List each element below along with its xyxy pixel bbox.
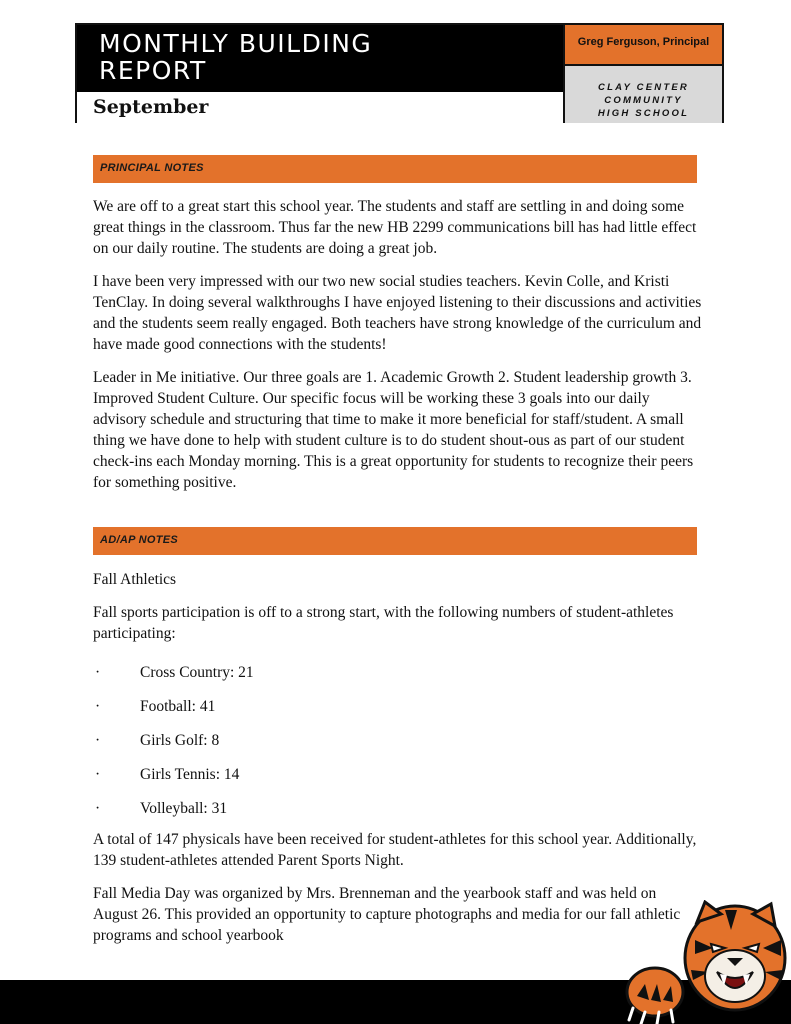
bullet-icon: · (95, 732, 101, 749)
adap-notes-body (93, 569, 703, 958)
adap-notes-heading: AD/AP NOTES (93, 527, 697, 555)
bullet-icon: · (95, 698, 101, 715)
sport-count: Football: 41 (140, 698, 216, 715)
school-name-line-1: CLAY CENTER COMMUNITY (598, 82, 689, 106)
principal-paragraph: We are off to a great start this school year. The students and staff are settling in and doing some great things in the classroom. Thus far the new HB 2299 communications bill has had little effect on our daily routine. The students are doing a great job. (93, 198, 697, 257)
sports-list (93, 662, 703, 829)
title-line-2: REPORT (99, 56, 207, 85)
report-title (77, 25, 563, 92)
principal-notes-body (93, 196, 703, 505)
sport-count: Girls Golf: 8 (140, 732, 220, 749)
list-item (93, 662, 703, 696)
tiger-mascot-icon (625, 900, 791, 1024)
sport-count: Cross Country: 21 (140, 664, 254, 681)
report-month: September (77, 92, 563, 123)
list-item (93, 798, 703, 829)
principal-paragraph: Leader in Me initiative. Our three goals are 1. Academic Growth 2. Student leadership growth 3. Improved Student Culture. Our specific focus will be working these 3 goals into our daily advisory schedule and structuring that time to make it more beneficial for staff/student. A small thing we have done to help with student culture is to do student shout-ous as part of our student check-ins each Monday morning. This is a great opportunity for students to recognize their peers for something positive. (93, 369, 694, 491)
list-item (93, 764, 703, 798)
list-item (93, 696, 703, 730)
bullet-icon: · (95, 664, 101, 681)
principal-name: Greg Ferguson, Principal (563, 25, 722, 66)
report-header (75, 23, 724, 123)
physicals-paragraph: A total of 147 physicals have been received for student-athletes for this school year. Additionally, 139 student-athletes attended Parent Sports Night. (93, 831, 697, 869)
bullet-icon: · (95, 766, 101, 783)
list-item (93, 730, 703, 764)
adap-intro: Fall sports participation is off to a strong start, with the following numbers of student-athletes participating: (93, 604, 674, 642)
media-day-paragraph: Fall Media Day was organized by Mrs. Brenneman and the yearbook staff and was held on August 26. This provided an opportunity to capture photographs and media for our fall athletic programs and school yearbook (93, 885, 681, 944)
principal-paragraph: I have been very impressed with our two new social studies teachers. Kevin Colle, and Kristi TenClay. In doing several walkthroughs I have enjoyed listening to their discussions and activities and the students seem really engaged. Both teachers have strong knowledge of the curriculum and have made good connections with the students! (93, 273, 702, 353)
school-name (563, 66, 722, 123)
sport-count: Girls Tennis: 14 (140, 766, 240, 783)
title-line-1: MONTHLY BUILDING (99, 29, 373, 58)
adap-subheading: Fall Athletics (93, 571, 177, 588)
bullet-icon: · (95, 800, 101, 817)
sport-count: Volleyball: 31 (140, 800, 228, 817)
principal-notes-heading: PRINCIPAL NOTES (93, 155, 697, 183)
school-name-line-2: HIGH SCHOOL (597, 108, 690, 119)
